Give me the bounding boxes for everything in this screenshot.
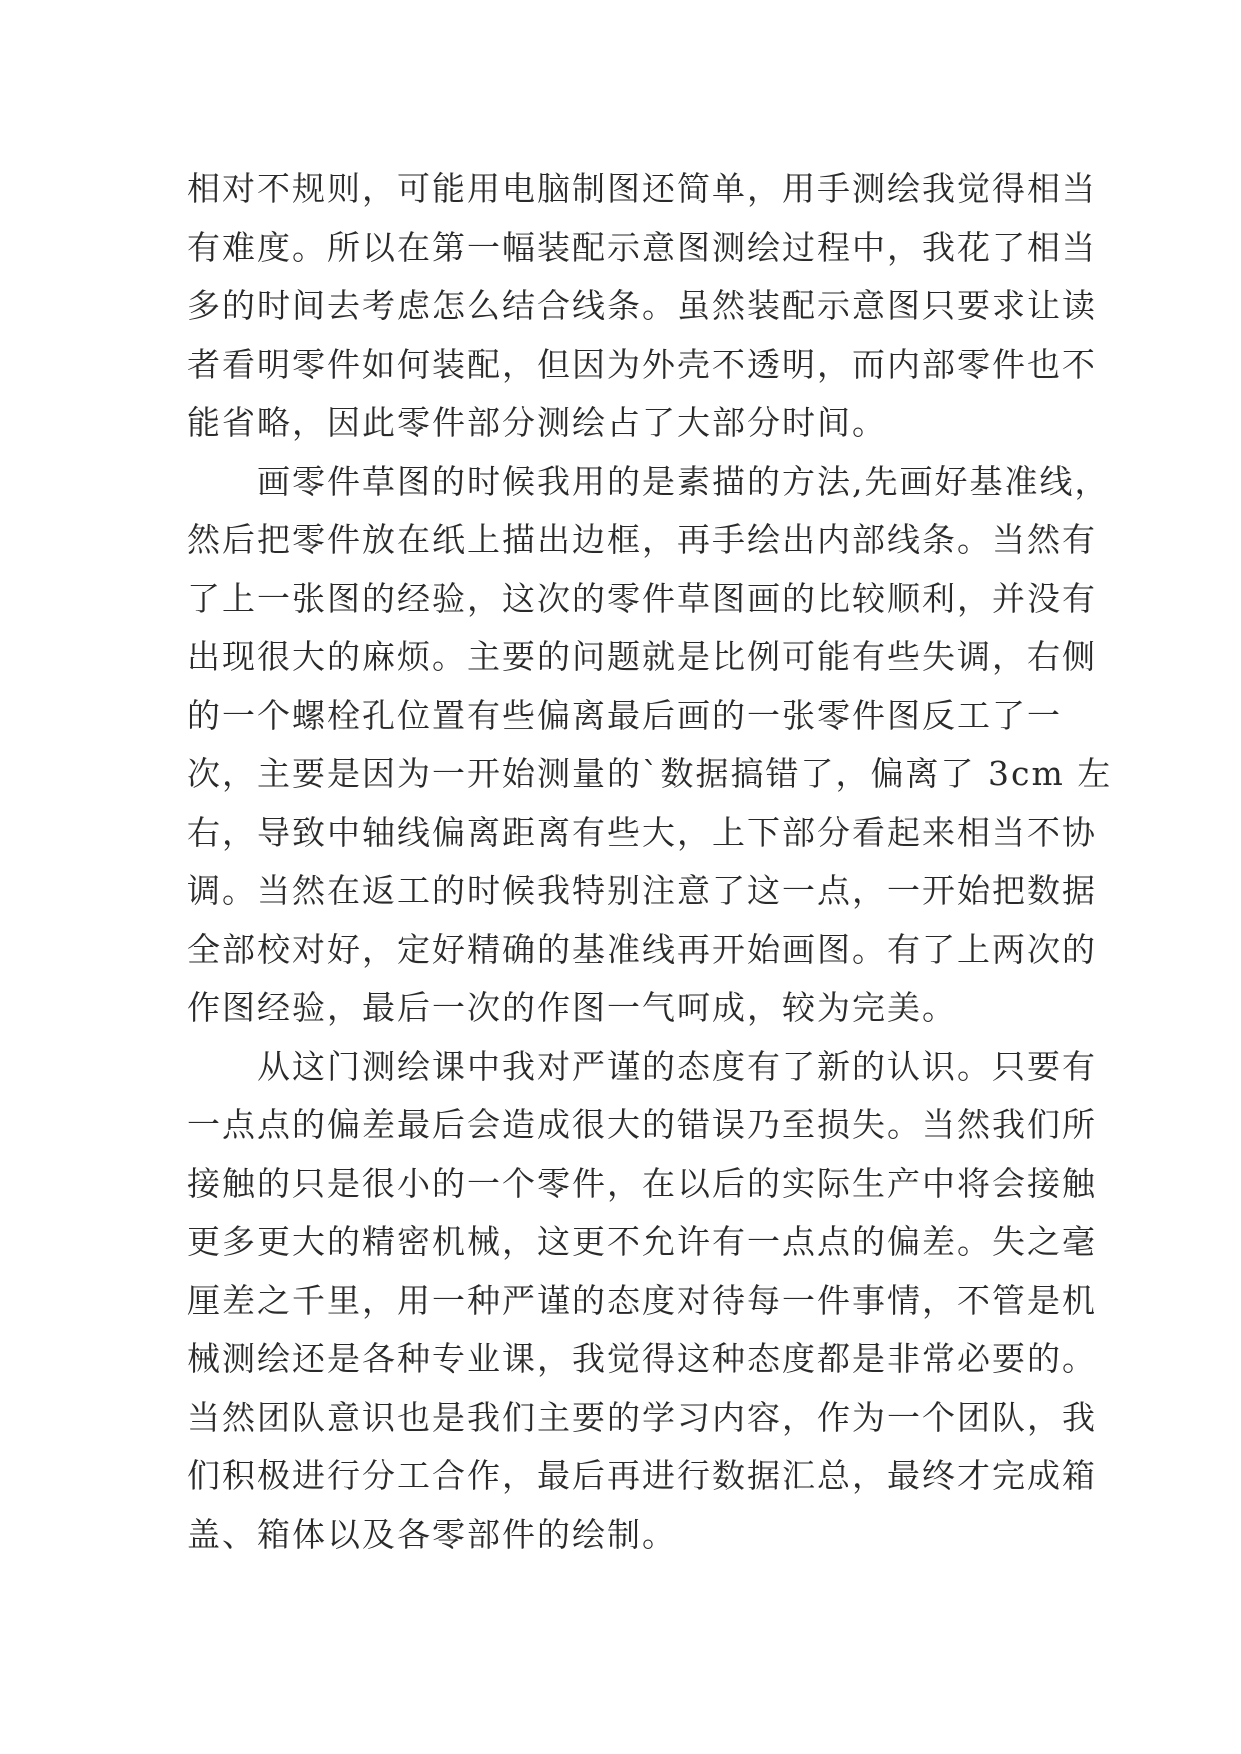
text-line: 作图经验，最后一次的作图一气呵成，较为完美。 [187, 988, 957, 1027]
text-line: 当然团队意识也是我们主要的学习内容，作为一个团队，我 [187, 1397, 1097, 1437]
text-line: 一点点的偏差最后会造成很大的错误乃至损失。当然我们所 [187, 1105, 1097, 1144]
text-line: 出现很大的麻烦。主要的问题就是比例可能有些失调，右侧 [187, 637, 1097, 676]
text-line: 全部校对好，定好精确的基准线再开始画图。有了上两次的 [187, 929, 1097, 969]
text-line: 调。当然在返工的时候我特别注意了这一点，一开始把数据 [187, 871, 1097, 910]
text-line: 接触的只是很小的一个零件，在以后的实际生产中将会接触 [187, 1163, 1097, 1203]
text-line: 更多更大的精密机械，这更不允许有一点点的偏差。失之毫 [187, 1222, 1097, 1261]
text-line: 了上一张图的经验，这次的零件草图画的比较顺利，并没有 [187, 578, 1097, 618]
text-line: 有难度。所以在第一幅装配示意图测绘过程中，我花了相当 [187, 227, 1097, 267]
text-line: 者看明零件如何装配，但因为外壳不透明，而内部零件也不 [187, 344, 1097, 384]
text-line: 盖、箱体以及各零部件的绘制。 [187, 1514, 677, 1554]
text-line: 右，导致中轴线偏离距离有些大，上下部分看起来相当不协 [187, 812, 1097, 852]
body-text [187, 160, 1113, 1564]
text-line: 然后把零件放在纸上描出边框，再手绘出内部线条。当然有 [187, 520, 1097, 559]
text-line: 画零件草图的时候我用的是素描的方法,先画好基准线， [187, 461, 1110, 501]
text-line: 械测绘还是各种专业课，我觉得这种态度都是非常必要的。 [187, 1339, 1097, 1378]
text-line: 能省略，因此零件部分测绘占了大部分时间。 [187, 403, 887, 442]
text-line: 从这门测绘课中我对严谨的态度有了新的认识。只要有 [187, 1046, 1097, 1086]
text-line: 多的时间去考虑怎么结合线条。虽然装配示意图只要求让读 [187, 286, 1097, 325]
text-line: 厘差之千里，用一种严谨的态度对待每一件事情，不管是机 [187, 1280, 1097, 1320]
text-line: 相对不规则，可能用电脑制图还简单，用手测绘我觉得相当 [187, 169, 1097, 208]
text-line: 的一个螺栓孔位置有些偏离最后画的一张零件图反工了一 [187, 695, 1062, 735]
text-line: 次，主要是因为一开始测量的`数据搞错了，偏离了 3cm 左 [187, 754, 1113, 793]
text-line: 们积极进行分工合作，最后再进行数据汇总，最终才完成箱 [187, 1456, 1097, 1495]
